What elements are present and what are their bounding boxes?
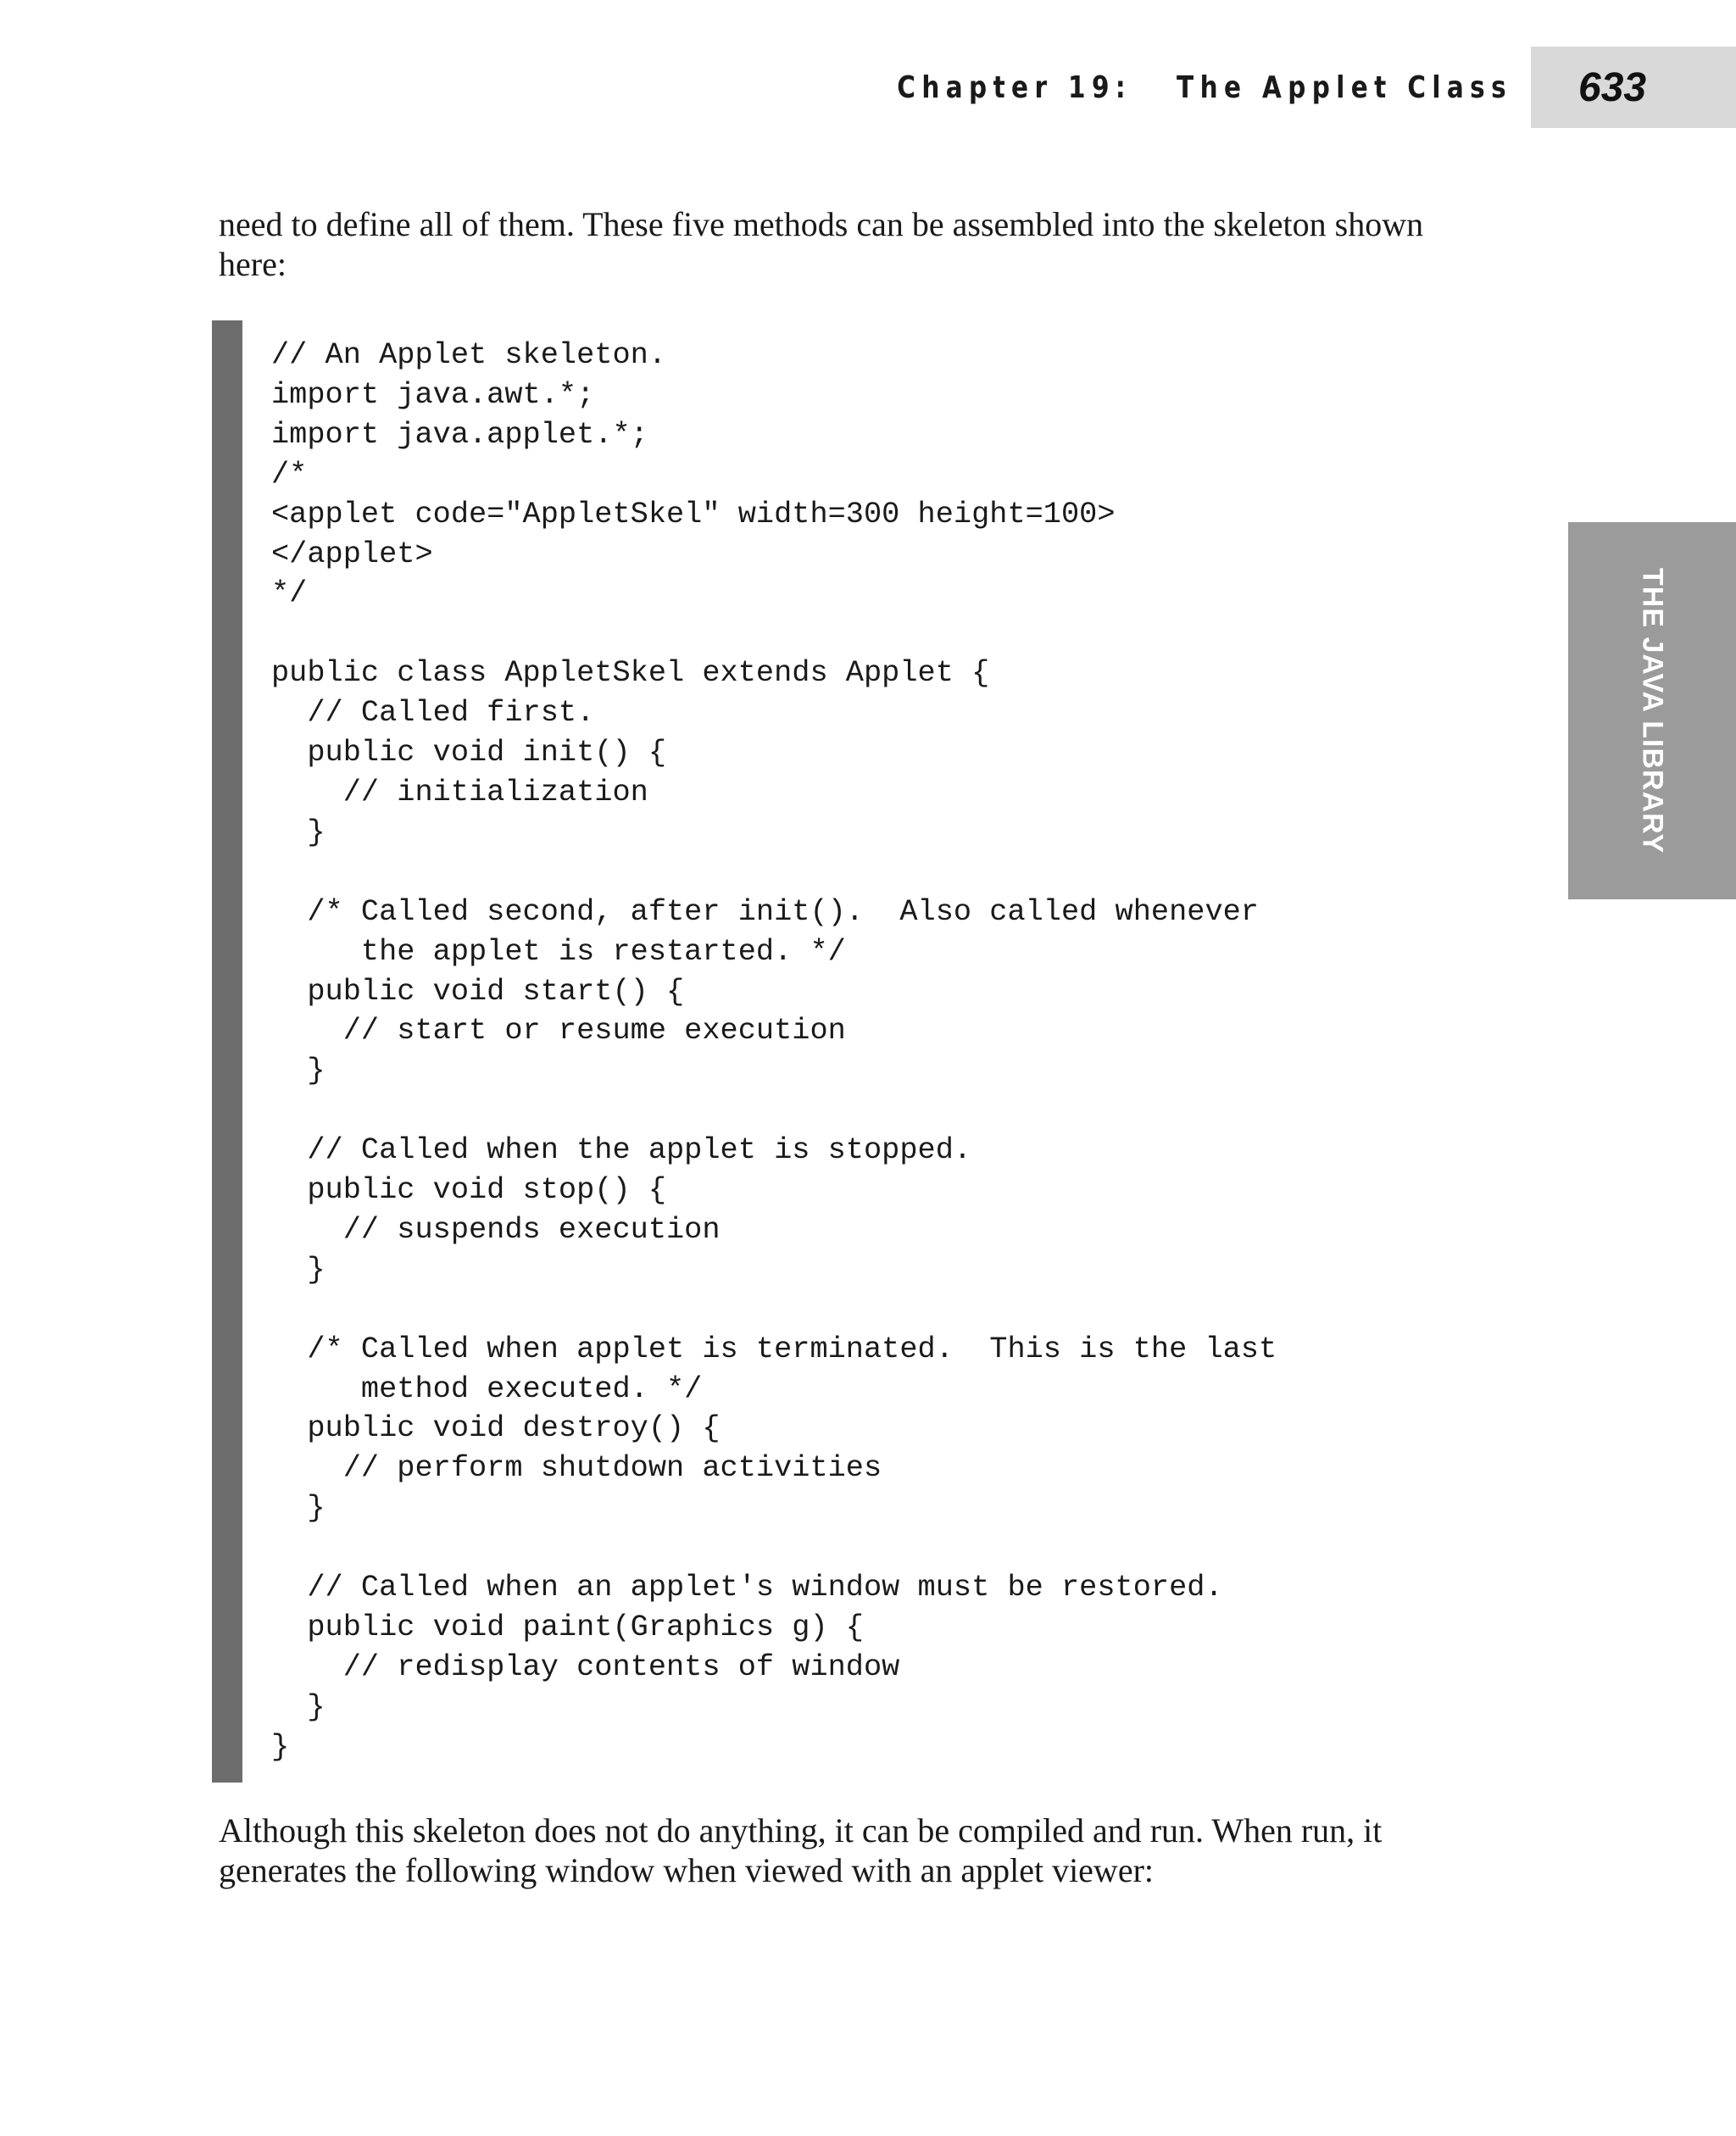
code-line: } (271, 1689, 326, 1724)
code-line: // Called when the applet is stopped. (271, 1133, 972, 1168)
code-line: // suspends execution (271, 1212, 721, 1247)
code-line: // redisplay contents of window (271, 1649, 900, 1684)
code-line: method executed. */ (271, 1371, 703, 1406)
code-line: */ (271, 576, 308, 611)
chapter-title: Chapter 19: The Applet Class (897, 70, 1512, 105)
code-line: public void stop() { (271, 1173, 666, 1208)
code-line: // Called when an applet's window must be restored. (271, 1571, 1223, 1605)
code-block-bar (212, 320, 242, 1783)
code-line: // perform shutdown activities (271, 1451, 882, 1486)
code-line: <applet code="AppletSkel" width=300 height=100> (271, 497, 1116, 531)
code-line: the applet is restarted. */ (271, 934, 846, 969)
side-tab-label: THE JAVA LIBRARY (1636, 567, 1669, 854)
code-line: import java.awt.*; (271, 377, 595, 412)
closing-paragraph: Although this skeleton does not do anything, it can be compiled and run. When run, it generates the following window when viewed with an applet viewer: (219, 1811, 1383, 1889)
code-line: public void paint(Graphics g) { (271, 1610, 864, 1644)
code-line: public void destroy() { (271, 1411, 721, 1446)
code-line: </applet> (271, 537, 433, 571)
intro-paragraph: need to define all of them. These five methods can be assembled into the skeleton shown here: (219, 205, 1424, 283)
code-line: } (271, 1252, 326, 1287)
code-line: // start or resume execution (271, 1014, 846, 1049)
code-line: /* (271, 457, 308, 492)
code-line: import java.applet.*; (271, 417, 648, 452)
section-side-tab (1568, 522, 1736, 899)
code-line: /* Called second, after init(). Also called whenever (271, 894, 1259, 929)
code-line: // An Applet skeleton. (271, 338, 666, 372)
code-line: // initialization (271, 775, 648, 809)
code-line: } (271, 1054, 326, 1088)
code-line: } (271, 1491, 326, 1526)
code-line: /* Called when applet is terminated. This is the last (271, 1332, 1277, 1366)
code-line: public void init() { (271, 736, 666, 770)
running-head (762, 47, 1736, 128)
code-line: } (271, 1729, 290, 1764)
code-line: public void start() { (271, 974, 685, 1009)
code-line: // Called first. (271, 696, 595, 731)
code-line: } (271, 815, 326, 849)
page-number-box (1531, 47, 1736, 128)
page-number: 633 (1578, 64, 1647, 110)
code-line: public class AppletSkel extends Applet { (271, 656, 990, 691)
code-listing (271, 336, 1277, 1767)
